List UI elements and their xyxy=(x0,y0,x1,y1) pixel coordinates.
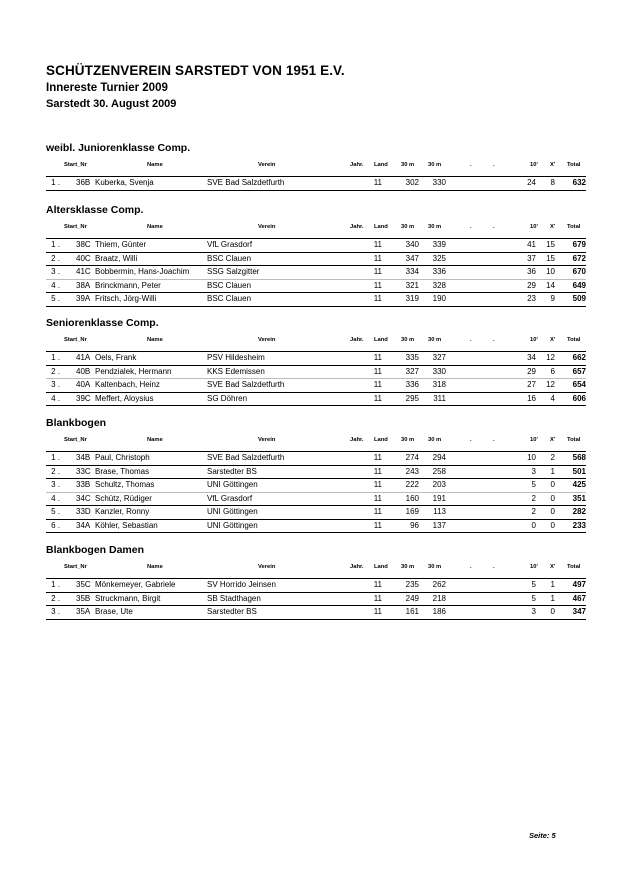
results-table xyxy=(46,238,586,307)
cell-r2: 190 xyxy=(432,294,446,303)
cell-start: 34A xyxy=(76,520,91,530)
cell-name: Paul, Christoph xyxy=(95,453,150,462)
section-title: Altersklasse Comp. xyxy=(46,204,144,216)
cell-r1: 327 xyxy=(405,366,419,376)
column-header-land: Land xyxy=(374,224,388,230)
cell-start: 40B xyxy=(76,366,91,376)
column-header-dot2: . xyxy=(493,224,495,230)
column-header-jahr: Jahr. xyxy=(350,162,364,168)
cell-rank: 1 . xyxy=(51,178,60,187)
page-number: Seite: 5 xyxy=(529,831,556,840)
cell-name: Brase, Thomas xyxy=(95,466,150,476)
column-header-d30b: 30 m xyxy=(428,337,442,343)
cell-name: Mönkemeyer, Gabriele xyxy=(95,580,176,589)
cell-club: Sarstedter BS xyxy=(207,607,257,616)
cell-start: 35B xyxy=(76,593,91,603)
results-table xyxy=(46,451,586,533)
cell-land: 11 xyxy=(373,466,382,476)
column-header-dot1: . xyxy=(470,337,472,343)
cell-tens: 29 xyxy=(527,366,536,376)
cell-total: 679 xyxy=(572,240,586,249)
table-row xyxy=(46,579,586,593)
cell-club: VfL Grasdorf xyxy=(207,493,253,503)
cell-total: 347 xyxy=(572,607,586,616)
cell-total: 670 xyxy=(572,267,586,276)
cell-tens: 34 xyxy=(527,353,536,362)
cell-club: SSG Salzgitter xyxy=(207,267,260,276)
cell-start: 35C xyxy=(76,580,91,589)
cell-rank: 3 . xyxy=(51,380,60,389)
column-header-verein: Verein xyxy=(258,224,276,230)
event-title: Innereste Turnier 2009 xyxy=(46,82,168,94)
cell-start: 33D xyxy=(76,507,91,516)
cell-x: 12 xyxy=(546,380,555,389)
cell-tens: 3 xyxy=(531,466,536,476)
cell-total: 672 xyxy=(572,253,586,263)
cell-x: 15 xyxy=(546,240,555,249)
cell-total: 233 xyxy=(572,520,586,530)
column-header-start-nr: Start_Nr xyxy=(64,224,87,230)
cell-land: 11 xyxy=(373,380,382,389)
cell-rank: 1 . xyxy=(51,453,60,462)
column-header-start-nr: Start_Nr xyxy=(64,337,87,343)
cell-rank: 3 . xyxy=(51,607,60,616)
cell-land: 11 xyxy=(373,480,382,489)
cell-name: Schütz, Rüdiger xyxy=(95,493,152,503)
cell-club: Sarstedter BS xyxy=(207,466,257,476)
column-header-d30b: 30 m xyxy=(428,437,442,443)
cell-rank: 2 . xyxy=(51,593,60,603)
column-header-x: X' xyxy=(550,437,556,443)
cell-tens: 2 xyxy=(531,493,536,503)
cell-land: 11 xyxy=(373,393,382,403)
cell-total: 654 xyxy=(572,380,586,389)
cell-r2: 325 xyxy=(432,253,446,263)
column-header-x: X' xyxy=(550,224,556,230)
cell-x: 4 xyxy=(550,393,555,403)
cell-club: BSC Clauen xyxy=(207,280,252,290)
table-row xyxy=(46,593,586,607)
column-header-d30b: 30 m xyxy=(428,224,442,230)
cell-r2: 327 xyxy=(432,353,446,362)
cell-rank: 2 . xyxy=(51,253,60,263)
cell-tens: 37 xyxy=(527,253,536,263)
club-title: SCHÜTZENVEREIN SARSTEDT VON 1951 E.V. xyxy=(46,63,345,78)
column-header-row xyxy=(0,437,620,447)
cell-r2: 330 xyxy=(432,178,446,187)
column-header-jahr: Jahr. xyxy=(350,437,364,443)
column-header-tens: 10' xyxy=(530,564,538,570)
cell-x: 1 xyxy=(550,593,555,603)
cell-r2: 262 xyxy=(432,580,446,589)
table-row xyxy=(46,520,586,534)
cell-name: Kuberka, Svenja xyxy=(95,178,154,187)
column-header-name: Name xyxy=(147,437,163,443)
cell-start: 34C xyxy=(76,493,91,503)
cell-tens: 24 xyxy=(527,178,536,187)
cell-land: 11 xyxy=(373,253,382,263)
section-title: Blankbogen Damen xyxy=(46,544,145,556)
cell-start: 34B xyxy=(76,453,91,462)
results-table xyxy=(46,176,586,191)
cell-r1: 340 xyxy=(405,240,419,249)
column-header-dot2: . xyxy=(493,437,495,443)
cell-rank: 1 . xyxy=(51,580,60,589)
column-header-land: Land xyxy=(374,337,388,343)
cell-r1: 96 xyxy=(410,520,419,530)
cell-land: 11 xyxy=(373,493,382,503)
cell-club: SV Horrido Jeinsen xyxy=(207,580,276,589)
cell-x: 8 xyxy=(550,178,555,187)
cell-name: Thiem, Günter xyxy=(95,240,147,249)
column-header-tens: 10' xyxy=(530,437,538,443)
cell-tens: 10 xyxy=(527,453,536,462)
column-header-start-nr: Start_Nr xyxy=(64,564,87,570)
cell-land: 11 xyxy=(373,520,382,530)
cell-tens: 3 xyxy=(531,607,536,616)
table-row xyxy=(46,466,586,480)
cell-start: 33B xyxy=(76,480,91,489)
cell-r1: 169 xyxy=(405,507,419,516)
cell-start: 40A xyxy=(76,380,91,389)
cell-tens: 0 xyxy=(531,520,536,530)
section-title: Seniorenklasse Comp. xyxy=(46,317,159,329)
cell-club: PSV Hildesheim xyxy=(207,353,265,362)
cell-rank: 2 . xyxy=(51,466,60,476)
table-row xyxy=(46,379,586,393)
cell-rank: 1 . xyxy=(51,240,60,249)
cell-x: 1 xyxy=(550,580,555,589)
results-table xyxy=(46,351,586,406)
cell-x: 15 xyxy=(546,253,555,263)
column-header-row xyxy=(0,564,620,574)
cell-land: 11 xyxy=(373,593,382,603)
cell-club: BSC Clauen xyxy=(207,253,252,263)
column-header-row xyxy=(0,224,620,234)
cell-r1: 235 xyxy=(405,580,419,589)
column-header-jahr: Jahr. xyxy=(350,337,364,343)
cell-total: 282 xyxy=(572,507,586,516)
cell-start: 36B xyxy=(76,178,91,187)
cell-x: 9 xyxy=(550,294,555,303)
cell-name: Brase, Ute xyxy=(95,607,133,616)
cell-r1: 222 xyxy=(405,480,419,489)
cell-club: SG Döhren xyxy=(207,393,248,403)
table-row xyxy=(46,452,586,466)
cell-r1: 336 xyxy=(405,380,419,389)
column-header-tens: 10' xyxy=(530,337,538,343)
cell-land: 11 xyxy=(373,267,382,276)
cell-r2: 218 xyxy=(432,593,446,603)
cell-club: UNI Göttingen xyxy=(207,520,258,530)
cell-r2: 294 xyxy=(432,453,446,462)
column-header-land: Land xyxy=(374,564,388,570)
cell-land: 11 xyxy=(373,507,382,516)
column-header-dot2: . xyxy=(493,564,495,570)
column-header-total: Total xyxy=(567,437,581,443)
cell-r2: 203 xyxy=(432,480,446,489)
cell-land: 11 xyxy=(373,294,382,303)
cell-club: UNI Göttingen xyxy=(207,480,258,489)
cell-name: Kanzler, Ronny xyxy=(95,507,150,516)
column-header-row xyxy=(0,162,620,172)
cell-land: 11 xyxy=(373,280,382,290)
cell-x: 2 xyxy=(550,453,555,462)
table-row xyxy=(46,266,586,280)
cell-name: Kaltenbach, Heinz xyxy=(95,380,160,389)
cell-total: 351 xyxy=(572,493,586,503)
cell-name: Oels, Frank xyxy=(95,353,137,362)
table-row xyxy=(46,393,586,407)
cell-x: 0 xyxy=(550,493,555,503)
cell-r1: 243 xyxy=(405,466,419,476)
cell-name: Brinckmann, Peter xyxy=(95,280,161,290)
column-header-name: Name xyxy=(147,564,163,570)
column-header-x: X' xyxy=(550,162,556,168)
table-row xyxy=(46,366,586,380)
cell-x: 0 xyxy=(550,480,555,489)
cell-total: 568 xyxy=(572,453,586,462)
column-header-d30a: 30 m xyxy=(401,337,415,343)
column-header-d30b: 30 m xyxy=(428,564,442,570)
table-row xyxy=(46,352,586,366)
column-header-x: X' xyxy=(550,337,556,343)
cell-total: 606 xyxy=(572,393,586,403)
column-header-land: Land xyxy=(374,162,388,168)
cell-x: 12 xyxy=(546,353,555,362)
table-row xyxy=(46,280,586,294)
cell-name: Braatz, Willi xyxy=(95,253,138,263)
cell-rank: 2 . xyxy=(51,366,60,376)
column-header-dot1: . xyxy=(470,564,472,570)
column-header-verein: Verein xyxy=(258,162,276,168)
cell-start: 33C xyxy=(76,466,91,476)
cell-total: 501 xyxy=(572,466,586,476)
cell-start: 39A xyxy=(76,294,91,303)
column-header-verein: Verein xyxy=(258,337,276,343)
column-header-d30a: 30 m xyxy=(401,224,415,230)
cell-tens: 41 xyxy=(527,240,536,249)
column-header-dot1: . xyxy=(470,437,472,443)
column-header-start-nr: Start_Nr xyxy=(64,162,87,168)
cell-total: 497 xyxy=(572,580,586,589)
column-header-d30a: 30 m xyxy=(401,162,415,168)
cell-start: 35A xyxy=(76,607,91,616)
cell-x: 14 xyxy=(546,280,555,290)
cell-tens: 27 xyxy=(527,380,536,389)
column-header-name: Name xyxy=(147,337,163,343)
cell-x: 0 xyxy=(550,520,555,530)
cell-r2: 318 xyxy=(432,380,446,389)
cell-r1: 335 xyxy=(405,353,419,362)
table-row xyxy=(46,239,586,253)
cell-total: 632 xyxy=(572,178,586,187)
column-header-total: Total xyxy=(567,162,581,168)
column-header-land: Land xyxy=(374,437,388,443)
cell-r1: 321 xyxy=(405,280,419,290)
cell-start: 38C xyxy=(76,240,91,249)
cell-r1: 249 xyxy=(405,593,419,603)
column-header-dot1: . xyxy=(470,162,472,168)
cell-name: Struckmann, Birgit xyxy=(95,593,161,603)
cell-r1: 160 xyxy=(405,493,419,503)
column-header-jahr: Jahr. xyxy=(350,224,364,230)
place-date: Sarstedt 30. August 2009 xyxy=(46,98,177,110)
cell-start: 38A xyxy=(76,280,91,290)
cell-total: 509 xyxy=(572,294,586,303)
cell-r2: 191 xyxy=(432,493,446,503)
column-header-dot2: . xyxy=(493,162,495,168)
table-row xyxy=(46,493,586,507)
cell-r2: 137 xyxy=(432,520,446,530)
cell-rank: 6 . xyxy=(51,520,60,530)
cell-start: 39C xyxy=(76,393,91,403)
cell-x: 1 xyxy=(550,466,555,476)
cell-club: SVE Bad Salzdetfurth xyxy=(207,453,285,462)
column-header-name: Name xyxy=(147,224,163,230)
results-table xyxy=(46,578,586,620)
cell-r2: 336 xyxy=(432,267,446,276)
cell-land: 11 xyxy=(373,353,382,362)
cell-land: 11 xyxy=(373,580,382,589)
cell-r1: 334 xyxy=(405,267,419,276)
cell-name: Köhler, Sebastian xyxy=(95,520,158,530)
cell-r2: 186 xyxy=(432,607,446,616)
cell-tens: 23 xyxy=(527,294,536,303)
column-header-total: Total xyxy=(567,564,581,570)
column-header-total: Total xyxy=(567,224,581,230)
cell-total: 662 xyxy=(572,353,586,362)
column-header-verein: Verein xyxy=(258,564,276,570)
cell-club: SB Stadthagen xyxy=(207,593,261,603)
cell-name: Meffert, Aloysius xyxy=(95,393,154,403)
cell-name: Bobbermin, Hans-Joachim xyxy=(95,267,190,276)
column-header-total: Total xyxy=(567,337,581,343)
cell-total: 425 xyxy=(572,480,586,489)
column-header-d30a: 30 m xyxy=(401,437,415,443)
cell-rank: 1 . xyxy=(51,353,60,362)
cell-start: 40C xyxy=(76,253,91,263)
cell-club: BSC Clauen xyxy=(207,294,252,303)
cell-rank: 5 . xyxy=(51,507,60,516)
table-row xyxy=(46,177,586,191)
column-header-tens: 10' xyxy=(530,162,538,168)
cell-x: 10 xyxy=(546,267,555,276)
column-header-name: Name xyxy=(147,162,163,168)
cell-r1: 319 xyxy=(405,294,419,303)
column-header-dot2: . xyxy=(493,337,495,343)
column-header-d30a: 30 m xyxy=(401,564,415,570)
cell-x: 0 xyxy=(550,607,555,616)
column-header-d30b: 30 m xyxy=(428,162,442,168)
section-title: weibl. Juniorenklasse Comp. xyxy=(46,142,191,154)
cell-r2: 258 xyxy=(432,466,446,476)
cell-tens: 16 xyxy=(527,393,536,403)
cell-land: 11 xyxy=(373,607,382,616)
cell-r1: 295 xyxy=(405,393,419,403)
column-header-dot1: . xyxy=(470,224,472,230)
column-header-tens: 10' xyxy=(530,224,538,230)
cell-land: 11 xyxy=(373,178,382,187)
cell-total: 467 xyxy=(572,593,586,603)
column-header-verein: Verein xyxy=(258,437,276,443)
cell-r1: 347 xyxy=(405,253,419,263)
cell-land: 11 xyxy=(373,240,382,249)
cell-name: Fritsch, Jörg-Willi xyxy=(95,294,157,303)
table-row xyxy=(46,253,586,267)
cell-club: KKS Edemissen xyxy=(207,366,265,376)
column-header-x: X' xyxy=(550,564,556,570)
cell-tens: 2 xyxy=(531,507,536,516)
cell-tens: 29 xyxy=(527,280,536,290)
cell-r1: 274 xyxy=(405,453,419,462)
cell-club: UNI Göttingen xyxy=(207,507,258,516)
cell-tens: 36 xyxy=(527,267,536,276)
cell-club: VfL Grasdorf xyxy=(207,240,253,249)
cell-total: 649 xyxy=(572,280,586,290)
cell-rank: 5 . xyxy=(51,294,60,303)
table-row xyxy=(46,293,586,307)
cell-tens: 5 xyxy=(531,580,536,589)
cell-land: 11 xyxy=(373,366,382,376)
cell-x: 0 xyxy=(550,507,555,516)
cell-land: 11 xyxy=(373,453,382,462)
cell-name: Pendzialek, Hermann xyxy=(95,366,172,376)
cell-club: SVE Bad Salzdetfurth xyxy=(207,178,285,187)
cell-r2: 328 xyxy=(432,280,446,290)
cell-total: 657 xyxy=(572,366,586,376)
cell-r2: 113 xyxy=(433,507,446,516)
cell-x: 6 xyxy=(550,366,555,376)
cell-r1: 302 xyxy=(405,178,419,187)
cell-r2: 330 xyxy=(432,366,446,376)
cell-rank: 3 . xyxy=(51,267,60,276)
cell-r2: 339 xyxy=(432,240,446,249)
cell-rank: 3 . xyxy=(51,480,60,489)
cell-start: 41A xyxy=(76,353,91,362)
cell-start: 41C xyxy=(76,267,91,276)
cell-name: Schultz, Thomas xyxy=(95,480,155,489)
cell-tens: 5 xyxy=(531,480,536,489)
table-row xyxy=(46,506,586,520)
table-row xyxy=(46,479,586,493)
cell-rank: 4 . xyxy=(51,493,60,503)
cell-r2: 311 xyxy=(433,393,446,403)
cell-rank: 4 . xyxy=(51,393,60,403)
section-title: Blankbogen xyxy=(46,417,107,429)
column-header-jahr: Jahr. xyxy=(350,564,364,570)
cell-tens: 5 xyxy=(531,593,536,603)
cell-rank: 4 . xyxy=(51,280,60,290)
cell-r1: 161 xyxy=(405,607,419,616)
table-row xyxy=(46,606,586,620)
column-header-start-nr: Start_Nr xyxy=(64,437,87,443)
cell-club: SVE Bad Salzdetfurth xyxy=(207,380,285,389)
column-header-row xyxy=(0,337,620,347)
